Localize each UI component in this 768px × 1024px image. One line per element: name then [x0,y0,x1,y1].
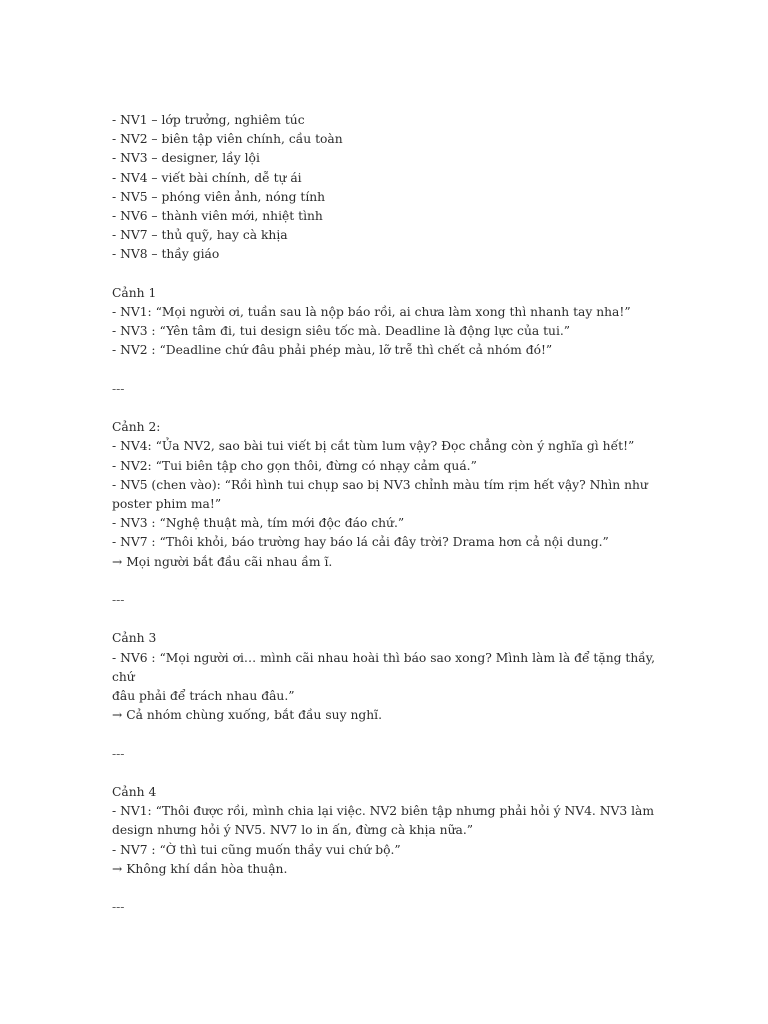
character-list [112,111,668,265]
character-nv5: - NV5 – phóng viên ảnh, nóng tính [112,189,326,204]
blank-line [112,610,668,629]
blank-line [112,879,668,898]
dialogue-line: - NV1: “Thôi được rồi, mình chia lại việc. NV2 biên tập nhưng phải hỏi ý NV4. NV3 làm [112,804,655,819]
scene-title: Cảnh 3 [112,631,157,646]
blank-line [112,725,668,744]
character-nv3: - NV3 – designer, lầy lội [112,151,260,166]
narration-line: → Mọi người bắt đầu cãi nhau ầm ĩ. [112,554,333,569]
scene-separator: --- [112,381,125,396]
blank-line [112,764,668,783]
dialogue-line: - NV2: “Tui biên tập cho gọn thôi, đừng có nhạy cảm quá.” [112,458,477,473]
scene-3 [112,629,668,725]
dialogue-line: - NV1: “Mọi người ơi, tuần sau là nộp báo rồi, ai chưa làm xong thì nhanh tay nha!” [112,305,631,320]
blank-line [112,399,668,418]
character-nv4: - NV4 – viết bài chính, dễ tự ái [112,170,302,185]
dialogue-line: - NV6 : “Mọi người ơi… mình cãi nhau hoài thì báo sao xong? Mình làm là để tặng thầy, chứ [112,650,659,684]
character-nv6: - NV6 – thành viên mới, nhiệt tình [112,209,323,224]
dialogue-line: - NV3 : “Nghệ thuật mà, tím mới độc đáo chứ.” [112,516,405,531]
scene-4 [112,783,668,879]
dialogue-line: - NV7 : “Ờ thì tui cũng muốn thầy vui chứ bộ.” [112,842,401,857]
narration-line: → Cả nhóm chùng xuống, bắt đầu suy nghĩ. [112,708,383,723]
character-nv1: - NV1 – lớp trưởng, nghiêm túc [112,113,305,127]
scene-separator: --- [112,900,125,915]
scene-separator: --- [112,746,125,761]
blank-line [112,361,668,380]
character-nv2: - NV2 – biên tập viên chính, cầu toàn [112,132,343,147]
blank-line [112,265,668,284]
scene-title: Cảnh 1 [112,285,157,300]
dialogue-line-continued: poster phim ma!” [112,497,222,512]
scene-title: Cảnh 2: [112,420,161,435]
character-nv7: - NV7 – thủ quỹ, hay cà khịa [112,228,288,243]
scene-1 [112,284,668,361]
blank-line [112,572,668,591]
dialogue-line: - NV4: “Ủa NV2, sao bài tui viết bị cắt tùm lum vậy? Đọc chẳng còn ý nghĩa gì hết!” [112,439,635,454]
character-nv8: - NV8 – thầy giáo [112,247,220,262]
narration-line: → Không khí dần hòa thuận. [112,861,288,876]
dialogue-line-continued: đâu phải để trách nhau đâu.” [112,689,295,704]
dialogue-line-continued: design nhưng hỏi ý NV5. NV7 lo in ấn, đừng cà khịa nữa.” [112,823,474,838]
dialogue-line: - NV7 : “Thôi khỏi, báo trường hay báo lá cải đây trời? Drama hơn cả nội dung.” [112,535,609,550]
dialogue-line: - NV3 : “Yên tâm đi, tui design siêu tốc mà. Deadline là động lực của tui.” [112,324,571,339]
dialogue-line: - NV2 : “Deadline chứ đâu phải phép màu, lỡ trễ thì chết cả nhóm đó!” [112,343,553,358]
scene-2 [112,418,668,572]
dialogue-line: - NV5 (chen vào): “Rồi hình tui chụp sao bị NV3 chỉnh màu tím rịm hết vậy? Nhìn như [112,477,648,492]
scene-separator: --- [112,593,125,608]
scene-title: Cảnh 4 [112,785,157,799]
